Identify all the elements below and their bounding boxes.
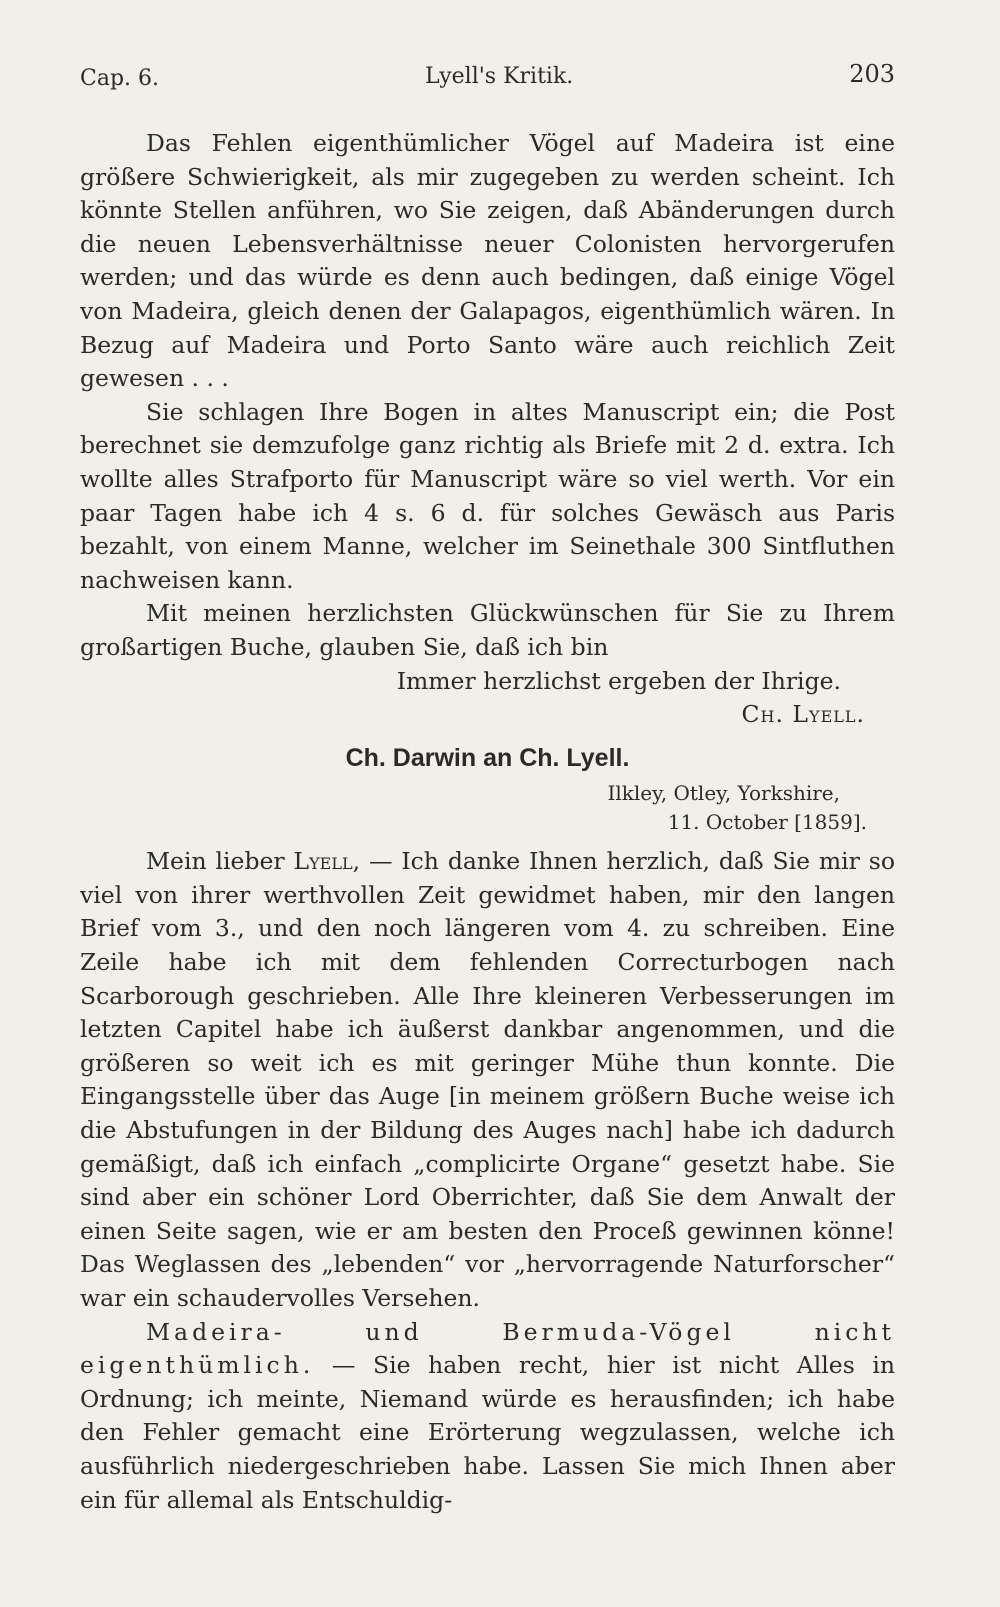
letter1-closing: Immer herzlichst ergeben der Ihrige. — [396, 666, 841, 695]
letter2-paragraph-1-text: , — Ich danke Ihnen herzlich, daß Sie mir so viel von ihrer werthvollen Zeit gewidmet haben, mir den langen Brief vom 3., und den noch längeren vom 4. zu schreiben. Eine Zeile habe ich mit dem fehlenden Correcturbogen nach Scarborough geschrieben. Alle Ihre kleineren Verbesserungen im letzten Capitel habe ich äußerst dankbar angenommen, und die größeren so weit ich es mit geringer Mühe thun konnte. Die Eingangsstelle über das Auge [in meinem größern Buche weise ich die Abstufungen in der Bildung des Auges nach] habe ich dadurch gemäßigt, daß ich einfach „complicirte Organe“ gesetzt habe. Sie sind aber ein schöner Lord Oberrichter, daß Sie dem Anwalt der einen Seite sagen, wie er am besten den Proceß gewinnen könne! Das Weglassen des „lebenden“ vor „hervorragende Naturforscher“ war ein schaudervolles Versehen. — [80, 847, 895, 1312]
letter1-signature: Ch. Lyell. — [741, 700, 865, 729]
running-header — [80, 60, 895, 94]
letter2-paragraph-2-text: — Sie haben recht, hier ist nicht Alles in Ordnung; ich meinte, Niemand würde es herausfinden; ich habe den Fehler gemacht eine Erörterung wegzulassen, welche ich ausführlich niedergeschrieben habe. Lassen Sie mich Ihnen aber ein für allemal als Entschuldig- — [80, 1351, 895, 1514]
page-number: 203 — [849, 60, 895, 88]
letter2-place: Ilkley, Otley, Yorkshire, — [607, 781, 840, 806]
letter1-paragraph-3: Mit meinen herzlichsten Glückwünschen für Sie zu Ihrem großartigen Buche, glauben Sie, daß ich bin — [80, 599, 895, 661]
salutation: Mein lieber — [146, 847, 294, 876]
running-title: Lyell's Kritik. — [425, 64, 574, 89]
addressee-name: Lyell — [293, 847, 353, 876]
letter2-paragraph-2 — [80, 1316, 895, 1518]
chapter-label: Cap. 6. — [80, 66, 160, 91]
letter1-paragraph-1: Das Fehlen eigenthümlicher Vögel auf Madeira ist eine größere Schwierigkeit, als mir zugegeben zu werden scheint. Ich könnte Stellen anführen, wo Sie zeigen, daß Abänderungen durch die neuen Lebensverhältnisse neuer Colonisten hervorgerufen werden; und das würde es denn auch bedingen, daß einige Vögel von Madeira, gleich denen der Galapagos, eigenthümlich wären. In Bezug auf Madeira und Porto Santo wäre auch reichlich Zeit gewesen . . . — [80, 129, 895, 393]
letter2-heading: Ch. Darwin an Ch. Lyell. — [345, 743, 630, 772]
page-body — [80, 127, 895, 1517]
letter1-paragraph-2: Sie schlagen Ihre Bogen in altes Manuscript ein; die Post berechnet sie demzufolge ganz richtig als Briefe mit 2 d. extra. Ich wollte alles Strafporto für Manuscript wäre so viel werth. Vor ein paar Tagen habe ich 4 s. 6 d. für solches Gewäsch aus Paris bezahlt, von einem Manne, welcher im Seinethale 300 Sintfluthen nachweisen kann. — [80, 397, 895, 594]
letter2-date: 11. October [1859]. — [667, 810, 867, 835]
letter2-paragraph-1 — [80, 845, 895, 1315]
spaced-heading: Madeira- und Bermuda-Vögel nicht eigenthümlich. — [80, 1317, 895, 1380]
